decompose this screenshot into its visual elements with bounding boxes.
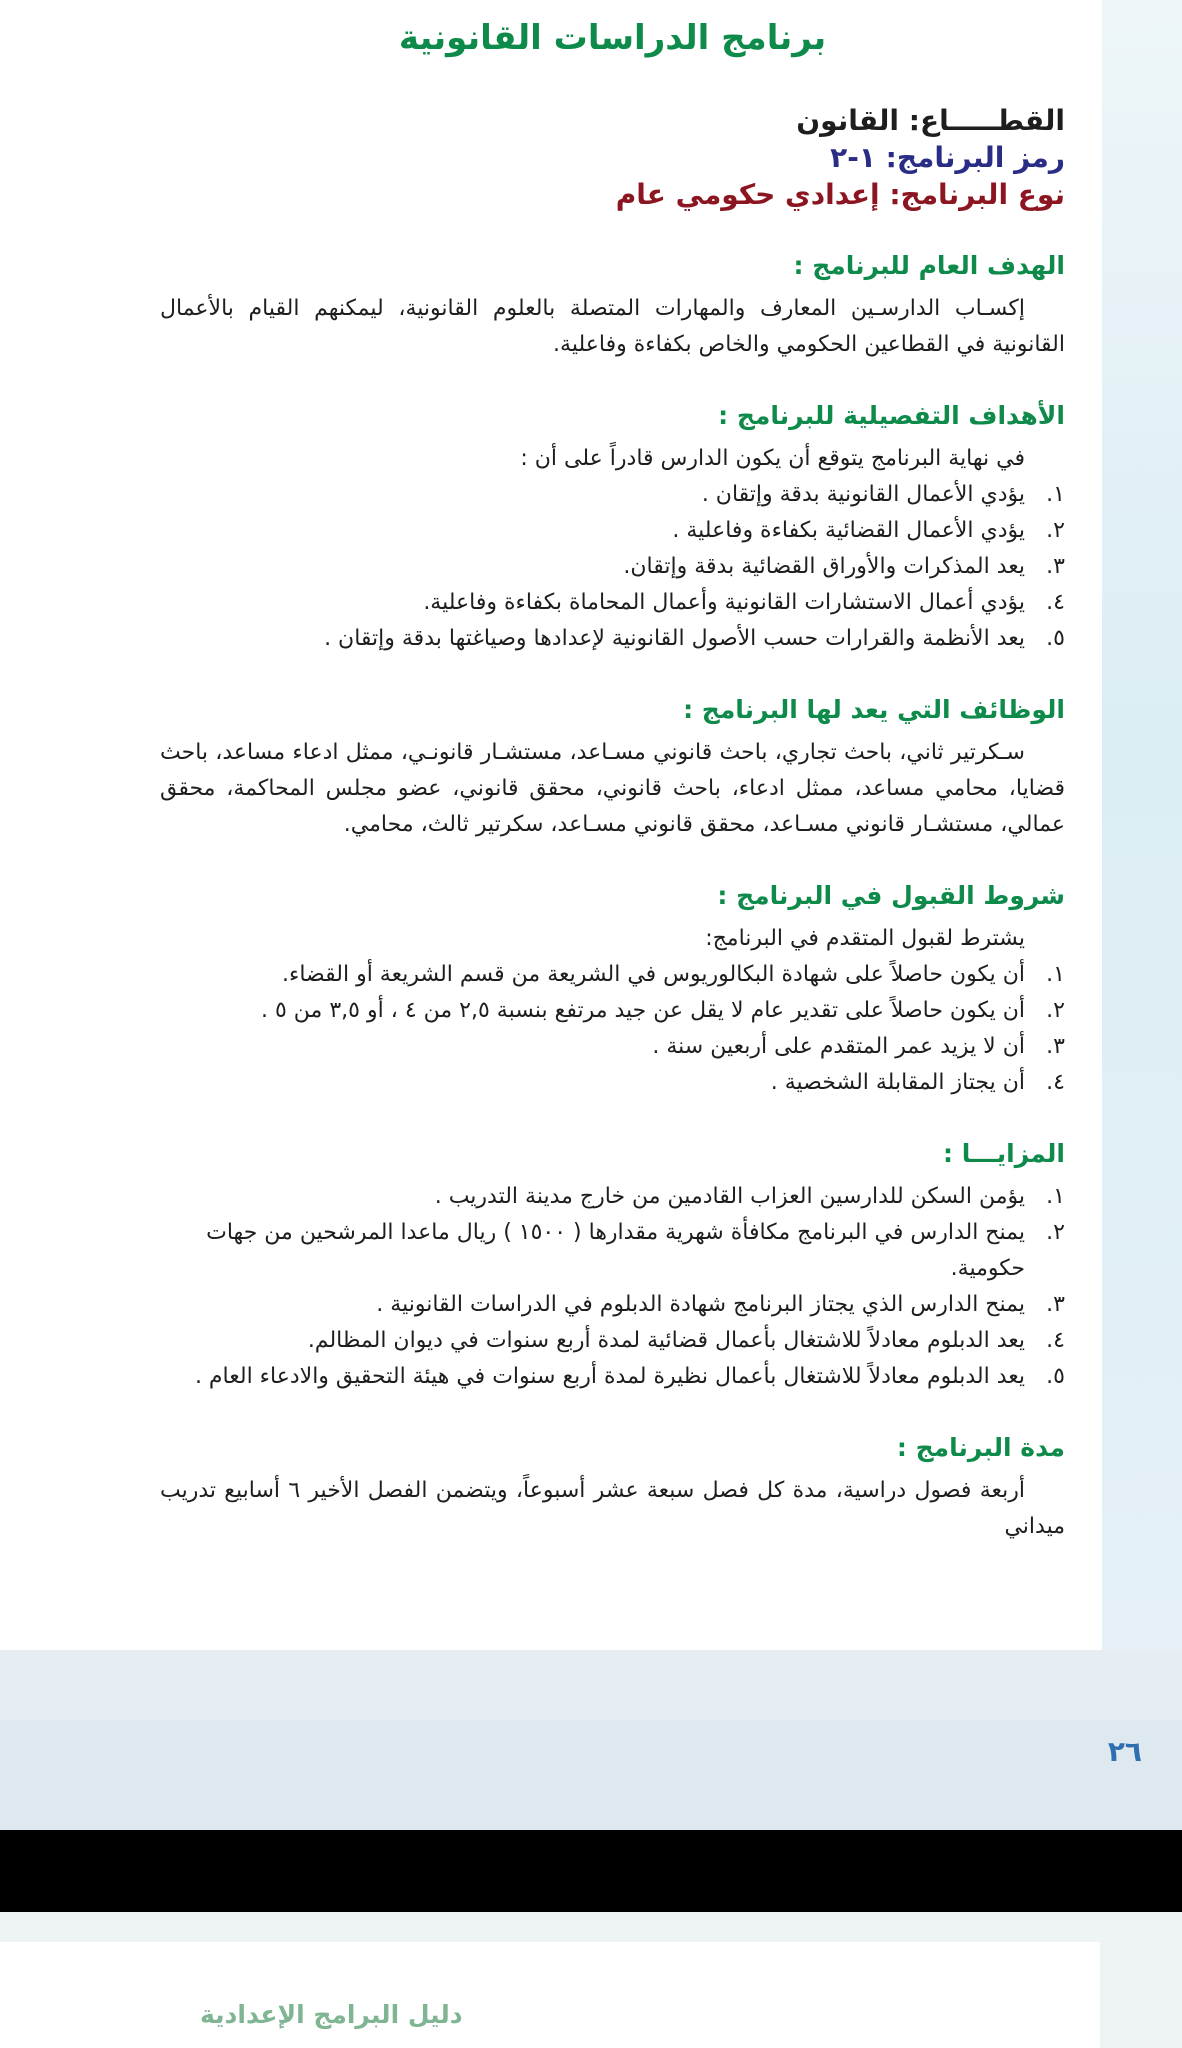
next-page-surface <box>0 1942 1100 2048</box>
list-item: ٤. أن يجتاز المقابلة الشخصية . <box>770 1070 1065 1095</box>
detailed-goals-intro: في نهاية البرنامج يتوقع أن يكون الدارس قادراً على أن : <box>520 446 1025 471</box>
list-item: ٢. أن يكون حاصلاً على تقدير عام لا يقل عن جيد مرتفع بنسبة ٢,٥ من ٤ ، أو ٣,٥ من ٥ . <box>260 998 1065 1023</box>
general-goal-text: إكسـاب الدارسـين المعارف والمهارات المتصلة بالعلوم القانونية، ليمكنهم القيام بالأعمال القانونية في القطاعين الحكومي والخاص بكفاءة وفاعلية. <box>160 296 1065 357</box>
list-item: ٣. يمنح الدارس الذي يجتاز البرنامج شهادة الدبلوم في الدراسات القانونية . <box>376 1292 1065 1317</box>
page-title: برنامج الدراسات القانونية <box>398 18 827 58</box>
list-item: ٤. يؤدي أعمال الاستشارات القانونية وأعمال المحاماة بكفاءة وفاعلية. <box>423 590 1065 615</box>
admission-intro: يشترط لقبول المتقدم في البرنامج: <box>705 926 1025 951</box>
program-code-line <box>160 139 1065 176</box>
benefits-heading: المزايـــا : <box>943 1139 1065 1168</box>
duration-text: أربعة فصول دراسية، مدة كل فصل سبعة عشر أسبوعاً، ويتضمن الفصل الأخير ٦ أسابيع تدريب ميداني <box>160 1478 1065 1539</box>
duration-heading: مدة البرنامج : <box>896 1433 1065 1462</box>
admission-list <box>160 957 1065 1101</box>
list-item: ٣. أن لا يزيد عمر المتقدم على أربعين سنة . <box>652 1034 1065 1059</box>
program-code-label: رمز البرنامج: <box>885 141 1065 174</box>
jobs-text: سـكرتير ثاني، باحث تجاري، باحث قانوني مسـاعد، مستشـار قانونـي، ممثل ادعاء مساعد، باحث قضايا، محامي مساعد، ممثل ادعاء، باحث قانوني، محقق قانوني، عضو مجلس المحاكمة، محقق عمالي، مستشـار قانوني مسـاعد، محقق قانوني مسـاعد، سكرتير ثالث، محامي. <box>160 740 1065 837</box>
list-item: ٢. يمنح الدارس في البرنامج مكافأة شهرية مقدارها ( ١٥٠٠ ) ريال ماعدا المرشحين من جهات حكومية. <box>206 1220 1065 1281</box>
list-item: ٥. يعد الدبلوم معادلاً للاشتغال بأعمال نظيرة لمدة أربع سنوات في هيئة التحقيق والادعاء العام . <box>194 1364 1065 1389</box>
sector-value: القانون <box>796 104 900 137</box>
page-separator <box>0 1830 1182 1912</box>
list-item: ٢. يؤدي الأعمال القضائية بكفاءة وفاعلية . <box>672 518 1065 543</box>
list-item: ١. يؤدي الأعمال القانونية بدقة وإتقان . <box>701 482 1065 507</box>
program-type-line <box>160 176 1065 213</box>
page-number: ٢٦ <box>1107 1735 1142 1768</box>
decorative-side-band <box>1102 0 1182 1830</box>
decorative-bottom-wave-2 <box>0 1720 1182 1830</box>
sector-label: القطـــــاع: <box>908 104 1065 137</box>
next-page-header: دليل البرامج الإعدادية <box>200 2000 463 2029</box>
program-type-label: نوع البرنامج: <box>889 178 1065 211</box>
list-item: ٤. يعد الدبلوم معادلاً للاشتغال بأعمال قضائية لمدة أربع سنوات في ديوان المظالم. <box>307 1328 1065 1353</box>
program-type-value: إعدادي حكومي عام <box>615 178 880 211</box>
list-item: ٥. يعد الأنظمة والقرارات حسب الأصول القانونية لإعدادها وصياغتها بدقة وإتقان . <box>324 626 1065 651</box>
detailed-goals-heading: الأهداف التفصيلية للبرنامج : <box>718 401 1065 430</box>
admission-heading: شروط القبول في البرنامج : <box>717 881 1065 910</box>
next-page-preview <box>0 1912 1182 2048</box>
benefits-list <box>160 1179 1065 1395</box>
jobs-heading: الوظائف التي يعد لها البرنامج : <box>683 695 1065 724</box>
page-content <box>160 18 1065 1545</box>
list-item: ١. أن يكون حاصلاً على شهادة البكالوريوس في الشريعة من قسم الشريعة أو القضاء. <box>282 962 1065 987</box>
general-goal-heading: الهدف العام للبرنامج : <box>793 251 1065 280</box>
detailed-goals-list <box>160 477 1065 657</box>
list-item: ١. يؤمن السكن للدارسين العزاب القادمين من خارج مدينة التدريب . <box>434 1184 1065 1209</box>
sector-line <box>160 102 1065 139</box>
program-code-value: ١-٢ <box>830 141 876 174</box>
list-item: ٣. يعد المذكرات والأوراق القضائية بدقة وإتقان. <box>623 554 1065 579</box>
